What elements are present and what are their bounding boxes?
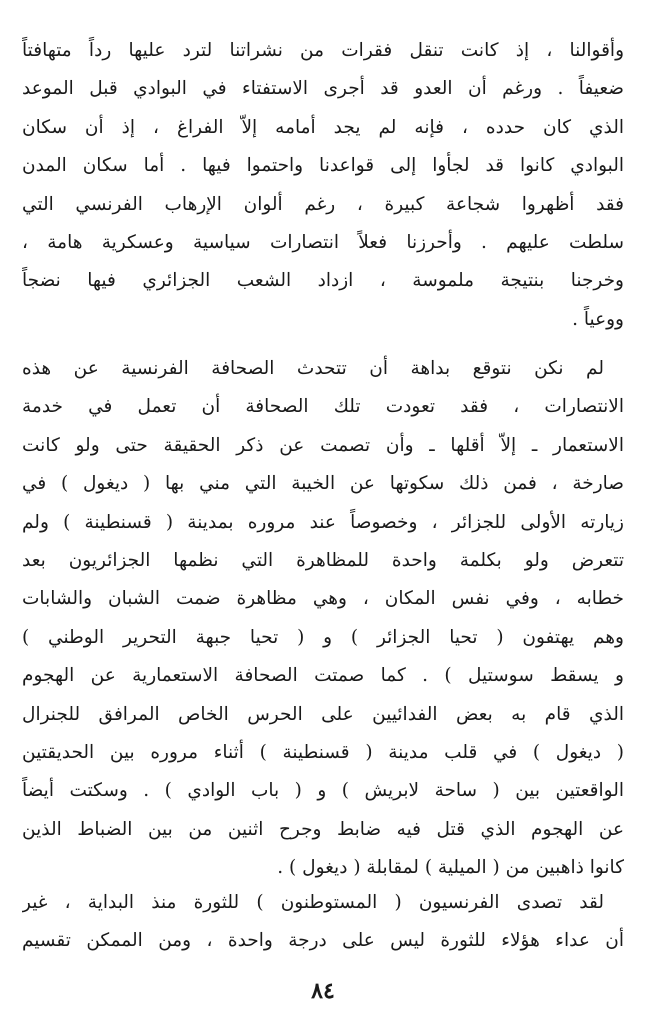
document-page (22, 20, 624, 1020)
page-number: ٨٤ (311, 978, 335, 1004)
text-line: خطابه ، وفي نفس المكان ، وهي مظاهرة ضمت الشبان والشابات (22, 588, 624, 610)
text-line: زيارته الأولى للجزائر ، وخصوصاً عند مروره بمدينة ( قسنطينة ) ولم (22, 511, 624, 533)
paragraph-2 (22, 350, 624, 887)
paragraph-1 (22, 32, 624, 339)
text-line: ضعيفاً . ورغم أن العدو قد أجرى الاستفتاء في البوادي قبل الموعد (22, 78, 624, 100)
text-line: الانتصارات ، فقد تعودت تلك الصحافة أن تعمل في خدمة (22, 396, 624, 418)
text-line: فقد أظهروا شجاعة كبيرة ، رغم ألوان الإرهاب الفرنسي التي (22, 193, 624, 215)
text-line: أن عداء هؤلاء للثورة ليس على درجة واحدة ، ومن الممكن تقسيم (22, 930, 624, 952)
text-line: الاستعمار ـ إلاّ أقلها ـ وأن تصمت عن ذكر الحقيقة حتى ولو كانت (22, 434, 624, 456)
text-line: صارخة ، فمن ذلك سكوتها عن الخيبة التي مني بها ( ديغول ) في (22, 473, 624, 495)
text-line: ( ديغول ) في قلب مدينة ( قسنطينة ) أثناء مروره بين الحديقتين (22, 741, 624, 763)
text-line: كانوا ذاهبين من ( الميلية ) لمقابلة ( ديغول ) . (277, 857, 624, 879)
text-line: سلطت عليهم . وأحرزنا فعلاً انتصارات سياسية وعسكرية هامة ، (22, 231, 624, 253)
text-line: لم نكن نتوقع بداهة أن تتحدث الصحافة الفرنسية عن هذه (22, 358, 604, 379)
text-line: البوادي كانوا قد لجأوا إلى قواعدنا واحتموا فيها . أما سكان المدن (22, 155, 624, 177)
text-line: الذي كان حدده ، فإنه لم يجد أمامه إلاّ الفراغ ، إذ أن سكان (22, 116, 624, 138)
paragraph-3 (22, 884, 624, 961)
text-line: ووعياً . (572, 308, 624, 330)
text-line: و يسقط سوستيل ) . كما صمتت الصحافة الاستعمارية عن الهجوم (22, 665, 624, 687)
text-line: الذي قام به بعض الفدائيين على الحرس الخاص المرافق للجنرال (22, 703, 624, 725)
text-line: الواقعتين بين ( ساحة لابريش ) و ( باب الوادي ) . وسكتت أيضاً (22, 780, 624, 802)
text-line: وخرجنا بنتيجة ملموسة ، ازداد الشعب الجزائري فيها نضجاً (22, 270, 624, 292)
text-line: وهم يهتفون ( تحيا الجزائر ) و ( تحيا جبهة التحرير الوطني ) (22, 626, 624, 648)
text-line: وأقوالنا ، إذ كانت تنقل فقرات من نشراتنا لترد عليها رداً متهافتاً (22, 40, 624, 61)
text-line: لقد تصدى الفرنسيون ( المستوطنون ) للثورة منذ البداية ، غير (22, 892, 604, 913)
text-line: تتعرض ولو بكلمة واحدة للمظاهرة التي نظمها الجزائريون بعد (22, 549, 624, 571)
text-line: عن الهجوم الذي قتل فيه ضابط وجرح اثنين من بين الضباط الذين (22, 818, 624, 840)
